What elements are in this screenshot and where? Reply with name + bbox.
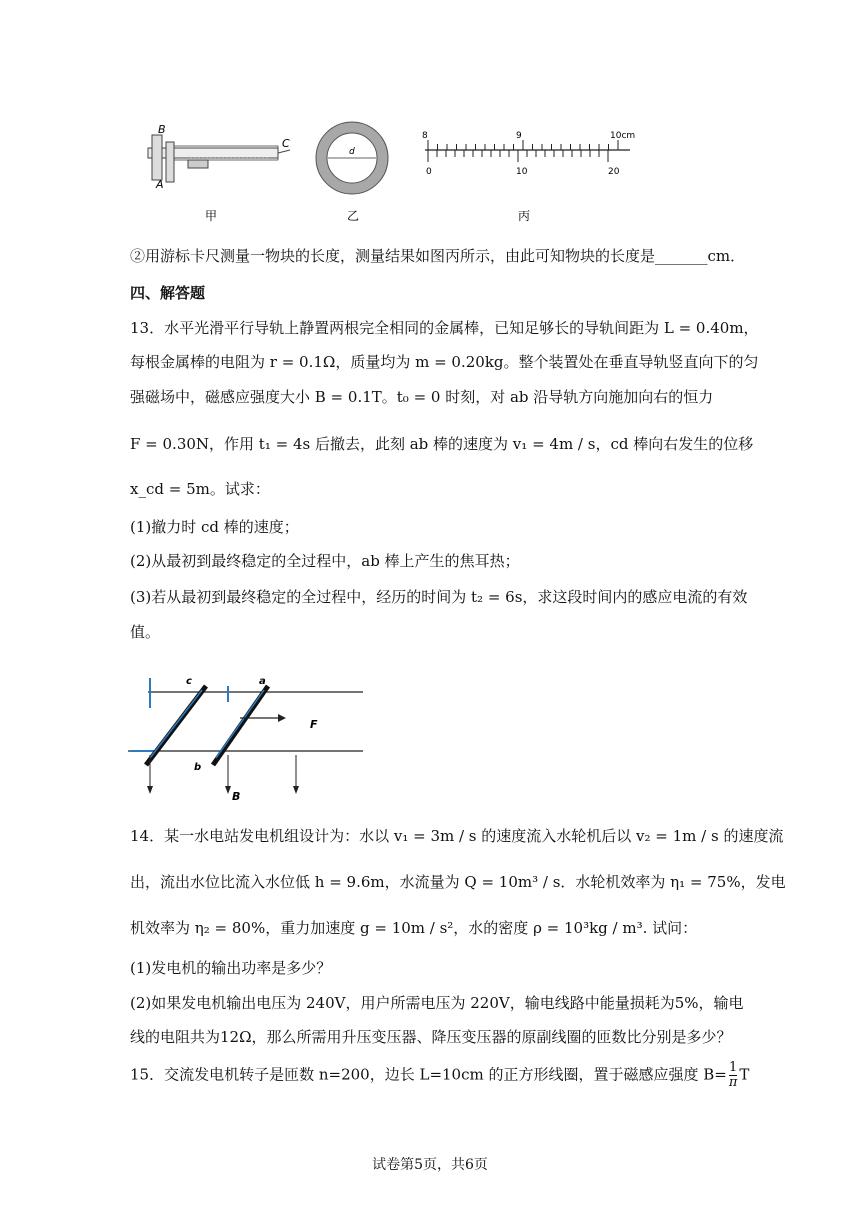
- svg-text:B: B: [158, 123, 166, 136]
- q13-line: 强磁场中，磁感应强度大小 B = 0.1T。t₀ = 0 时刻，对 ab 沿导轨方向施加向右的恒力: [130, 388, 714, 406]
- svg-text:10cm: 10cm: [610, 131, 636, 141]
- svg-text:10: 10: [516, 167, 528, 177]
- caption-bing: 丙: [518, 209, 531, 223]
- q15-line: [130, 1061, 749, 1090]
- svg-text:A: A: [156, 178, 164, 191]
- svg-text:8: 8: [422, 131, 428, 141]
- q14-sub: (1)发电机的输出功率是多少？: [130, 959, 332, 977]
- q13-line: x_cd = 5m。试求：: [130, 480, 270, 498]
- caption-yi: 乙: [347, 209, 360, 223]
- caliper-drawing: [148, 123, 290, 191]
- q13-sub: 值。: [130, 623, 161, 641]
- q12-part2: ②用游标卡尺测量一物块的长度，测量结果如图丙所示，由此可知物块的长度是_______cm．: [130, 247, 746, 265]
- caption-jia: 甲: [205, 209, 218, 223]
- svg-text:c: c: [186, 676, 192, 687]
- svg-text:0: 0: [426, 167, 432, 177]
- q14-line: 出，流出水位比流入水位低 h = 9.6m，水流量为 Q = 10m³ / s．水轮机效率为 η₁ = 75%，发电: [130, 873, 786, 891]
- q14-line: 机效率为 η₂ = 80%，重力加速度 g = 10m / s²，水的密度 ρ = 10³kg / m³. 试问：: [130, 919, 698, 937]
- q13-line: 13．水平光滑平行导轨上静置两根完全相同的金属棒，已知足够长的导轨间距为 L = 0.40m，: [130, 319, 759, 337]
- q13-sub: (1)撤力时 cd 棒的速度；: [130, 518, 299, 536]
- q13-sub: (3)若从最初到最终稳定的全过程中，经历的时间为 t₂ = 6s，求这段时间内的感应电流的有效: [130, 588, 748, 606]
- q15-text: 15．交流发电机转子是匝数 n=200，边长 L=10cm 的正方形线圈，置于磁感应强度 B=: [130, 1065, 727, 1084]
- q14-line: 14．某一水电站发电机组设计为：水以 v₁ = 3m / s 的速度流入水轮机后以 v₂ = 1m / s 的速度流: [130, 827, 784, 845]
- section-title: 四、解答题: [130, 284, 206, 302]
- rails-figure: [128, 670, 368, 805]
- q15-unit: T: [739, 1065, 750, 1084]
- q13-sub: (2)从最初到最终稳定的全过程中，ab 棒上产生的焦耳热；: [130, 552, 520, 570]
- page-footer: 试卷第5页，共6页: [372, 1157, 488, 1173]
- svg-text:F: F: [310, 718, 318, 731]
- svg-text:d: d: [349, 147, 355, 157]
- vernier-scale-drawing: [422, 131, 635, 177]
- q14-sub: (2)如果发电机输出电压为 240V，用户所需电压为 220V，输电线路中能量损耗为5%，输电: [130, 994, 744, 1012]
- svg-text:9: 9: [516, 131, 522, 141]
- ring-drawing: [316, 122, 388, 194]
- svg-text:B: B: [232, 790, 241, 803]
- q14-sub: 线的电阻共为12Ω，那么所需用升压变压器、降压变压器的原副线圈的匝数比分别是多少？: [130, 1028, 732, 1046]
- svg-text:b: b: [194, 762, 202, 773]
- svg-text:20: 20: [608, 167, 620, 177]
- svg-text:C: C: [282, 137, 290, 150]
- q13-line: 每根金属棒的电阻为 r = 0.1Ω，质量均为 m = 0.20kg。整个装置处在垂直导轨竖直向下的匀: [130, 353, 759, 371]
- measurement-figure: [130, 120, 650, 232]
- svg-text:a: a: [259, 676, 266, 687]
- q13-line: F = 0.30N，作用 t₁ = 4s 后撤去，此刻 ab 棒的速度为 v₁ = 4m / s，cd 棒向右发生的位移: [130, 435, 754, 453]
- q15-fraction: $\frac{1}{\pi}$: [728, 1060, 738, 1090]
